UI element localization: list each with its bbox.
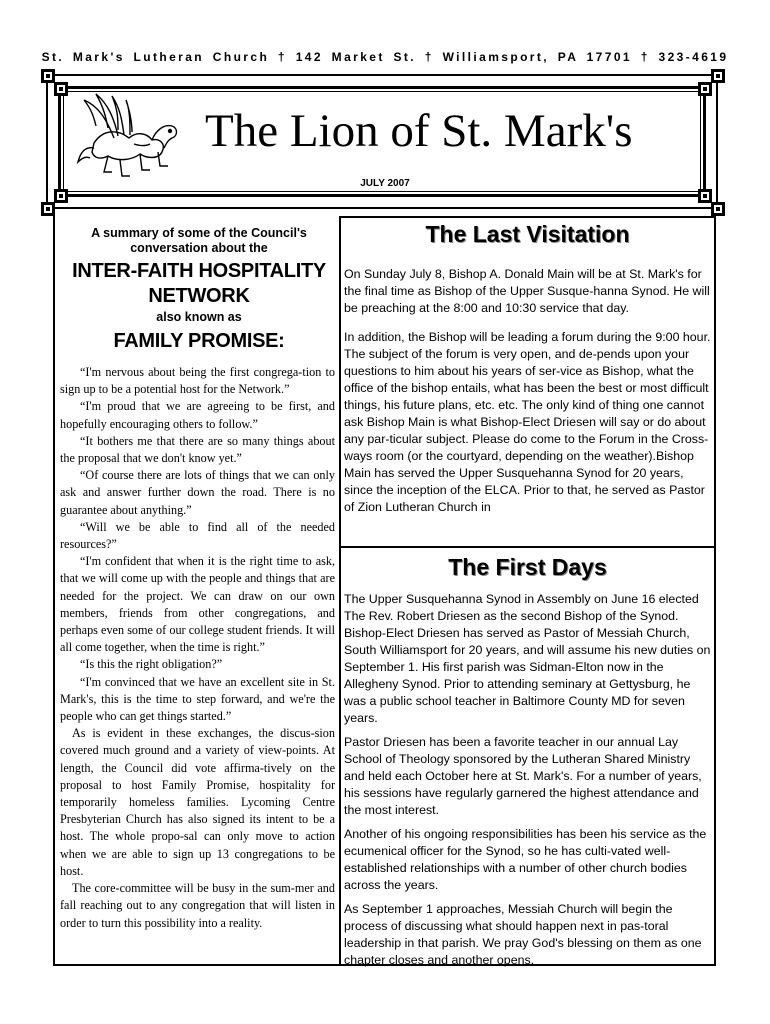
body-paragraph: Pastor Driesen has been a favorite teacher in our annual Lay School of Theology sponsored by the Lutheran Shared Ministry and held each October here at St. Mark's. For a number of years, his sessions have regularly garnered the highest attendance and the most interest. [344, 735, 702, 817]
first-days-heading: The First Days [448, 554, 607, 580]
body-paragraph: “I'm confident that when it is the right time to ask, that we will come up with the people and things that are needed for the project. We can draw on our own members, friends from other congregations, and perhaps even some of our college student friends. It will all come together, when the time is right.” [60, 554, 335, 655]
winged-lion-logo [74, 88, 184, 188]
body-paragraph: As September 1 approaches, Messiah Church will begin the process of discussing what should happen next in pas-toral leadership in that parish. We pray God's blessing on them as one chapter closes and another opens. [344, 902, 702, 967]
body-paragraph: “Is this the right obligation?” [80, 657, 223, 672]
frame-corner-ornament [698, 82, 712, 96]
body-paragraph: In addition, the Bishop will be leading a forum during the 9:00 hour. The subject of the forum is very open, and de-pends upon your questions to him about his years of ser-vice as Bishop, what the office of the bishop entails, what has been the best or most difficult things, his future plans, etc. etc. The only kind of thing one cannot ask Bishop Main is what Bishop-Elect Driesen will say or do about any par-ticular subject. Please do come to the Forum in the Cross-ways room (or the courtyard, depending on the weather).Bishop Main has served the Upper Susquehanna Synod for 20 years, since the inception of the ELCA. Prior to that, he served as Pastor of Zion Lutheran Church in [344, 330, 711, 514]
intro-line: conversation about the [130, 241, 268, 255]
frame-corner-ornament [41, 69, 55, 83]
also-known-as: also known as [156, 310, 242, 324]
newsletter-title: The Lion of St. Mark's [205, 105, 633, 157]
body-paragraph: “Will we be able to find all of the needed resources?” [60, 519, 335, 552]
body-paragraph: On Sunday July 8, Bishop A. Donald Main will be at St. Mark's for the final time as Bishop of the Upper Susque-hanna Synod. He will be preaching at the 8:00 and 10:30 service that day. [344, 267, 710, 315]
body-paragraph: “It bothers me that there are so many things about the proposal that we don't know yet.” [60, 433, 335, 466]
body-paragraph: The core-committee will be busy in the sum-mer and fall reaching out to any congregation that will listen in order to turn this possibility into a reality. [60, 881, 335, 930]
body-paragraph: The Upper Susquehanna Synod in Assembly on June 16 elected The Rev. Robert Driesen as the second Bishop of the Synod. Bishop-Elect Driesen has served as Pastor of Messiah Church, South Williamsport for 20 years, and will assume his new duties on September 1. His first parish was Sidman-Elton now in the Allegheny Synod. Prior to attending seminary at Gettysburg, he was a public school teacher in Baltimore County MD for seven years. [344, 592, 711, 725]
frame-corner-ornament [711, 202, 725, 216]
body-paragraph: “I'm convinced that we have an excellent site in St. Mark's, this is the time to step forward, and we're the people who can get things started.” [60, 674, 335, 724]
family-promise-intro [62, 226, 336, 354]
body-paragraph: As is evident in these exchanges, the discus-sion covered much ground and a variety of view-points. At length, the Council did vote affirma-tively on the proposal to host Family Promise, hospitality for temporarily homeless families. Lycoming Centre Presbyterian Church has also signed its intent to be a host. The whole propo-sal can only move to action when we are able to sign up 13 congregations to be host. [60, 726, 335, 878]
frame-corner-ornament [711, 69, 725, 83]
body-paragraph: “Of course there are lots of things that we can only ask and answer further down the road. There is no guarantee about anything.” [60, 468, 335, 517]
article-divider [339, 546, 716, 548]
body-paragraph: “I'm proud that we are agreeing to be first, and hopefully encouraging others to follow.” [60, 399, 335, 431]
issue-date: JULY 2007 [360, 178, 410, 189]
headline-network: NETWORK [148, 285, 250, 307]
family-promise-body [60, 364, 335, 932]
body-paragraph: “I'm nervous about being the first congrega-tion to sign up to be a potential host for the Network.” [60, 365, 335, 397]
headline-family-promise: FAMILY PROMISE: [113, 330, 285, 352]
intro-line: A summary of some of the Council's [91, 226, 307, 240]
last-visitation-body [344, 266, 711, 523]
frame-corner-ornament [54, 82, 68, 96]
frame-corner-ornament [698, 189, 712, 203]
body-paragraph: Another of his ongoing responsibilities has been his service as the ecumenical officer for the Synod, so he has culti-vated well-established relationships with a number of other church bodies across the years. [344, 827, 707, 892]
church-contact-line: St. Mark's Lutheran Church † 142 Market St. † Williamsport, PA 17701 † 323-4619 [41, 50, 729, 64]
first-days-body [344, 591, 711, 976]
headline-interfaith: INTER-FAITH HOSPITALITY [72, 260, 326, 282]
frame-corner-ornament [54, 189, 68, 203]
last-visitation-heading: The Last Visitation [425, 221, 630, 247]
